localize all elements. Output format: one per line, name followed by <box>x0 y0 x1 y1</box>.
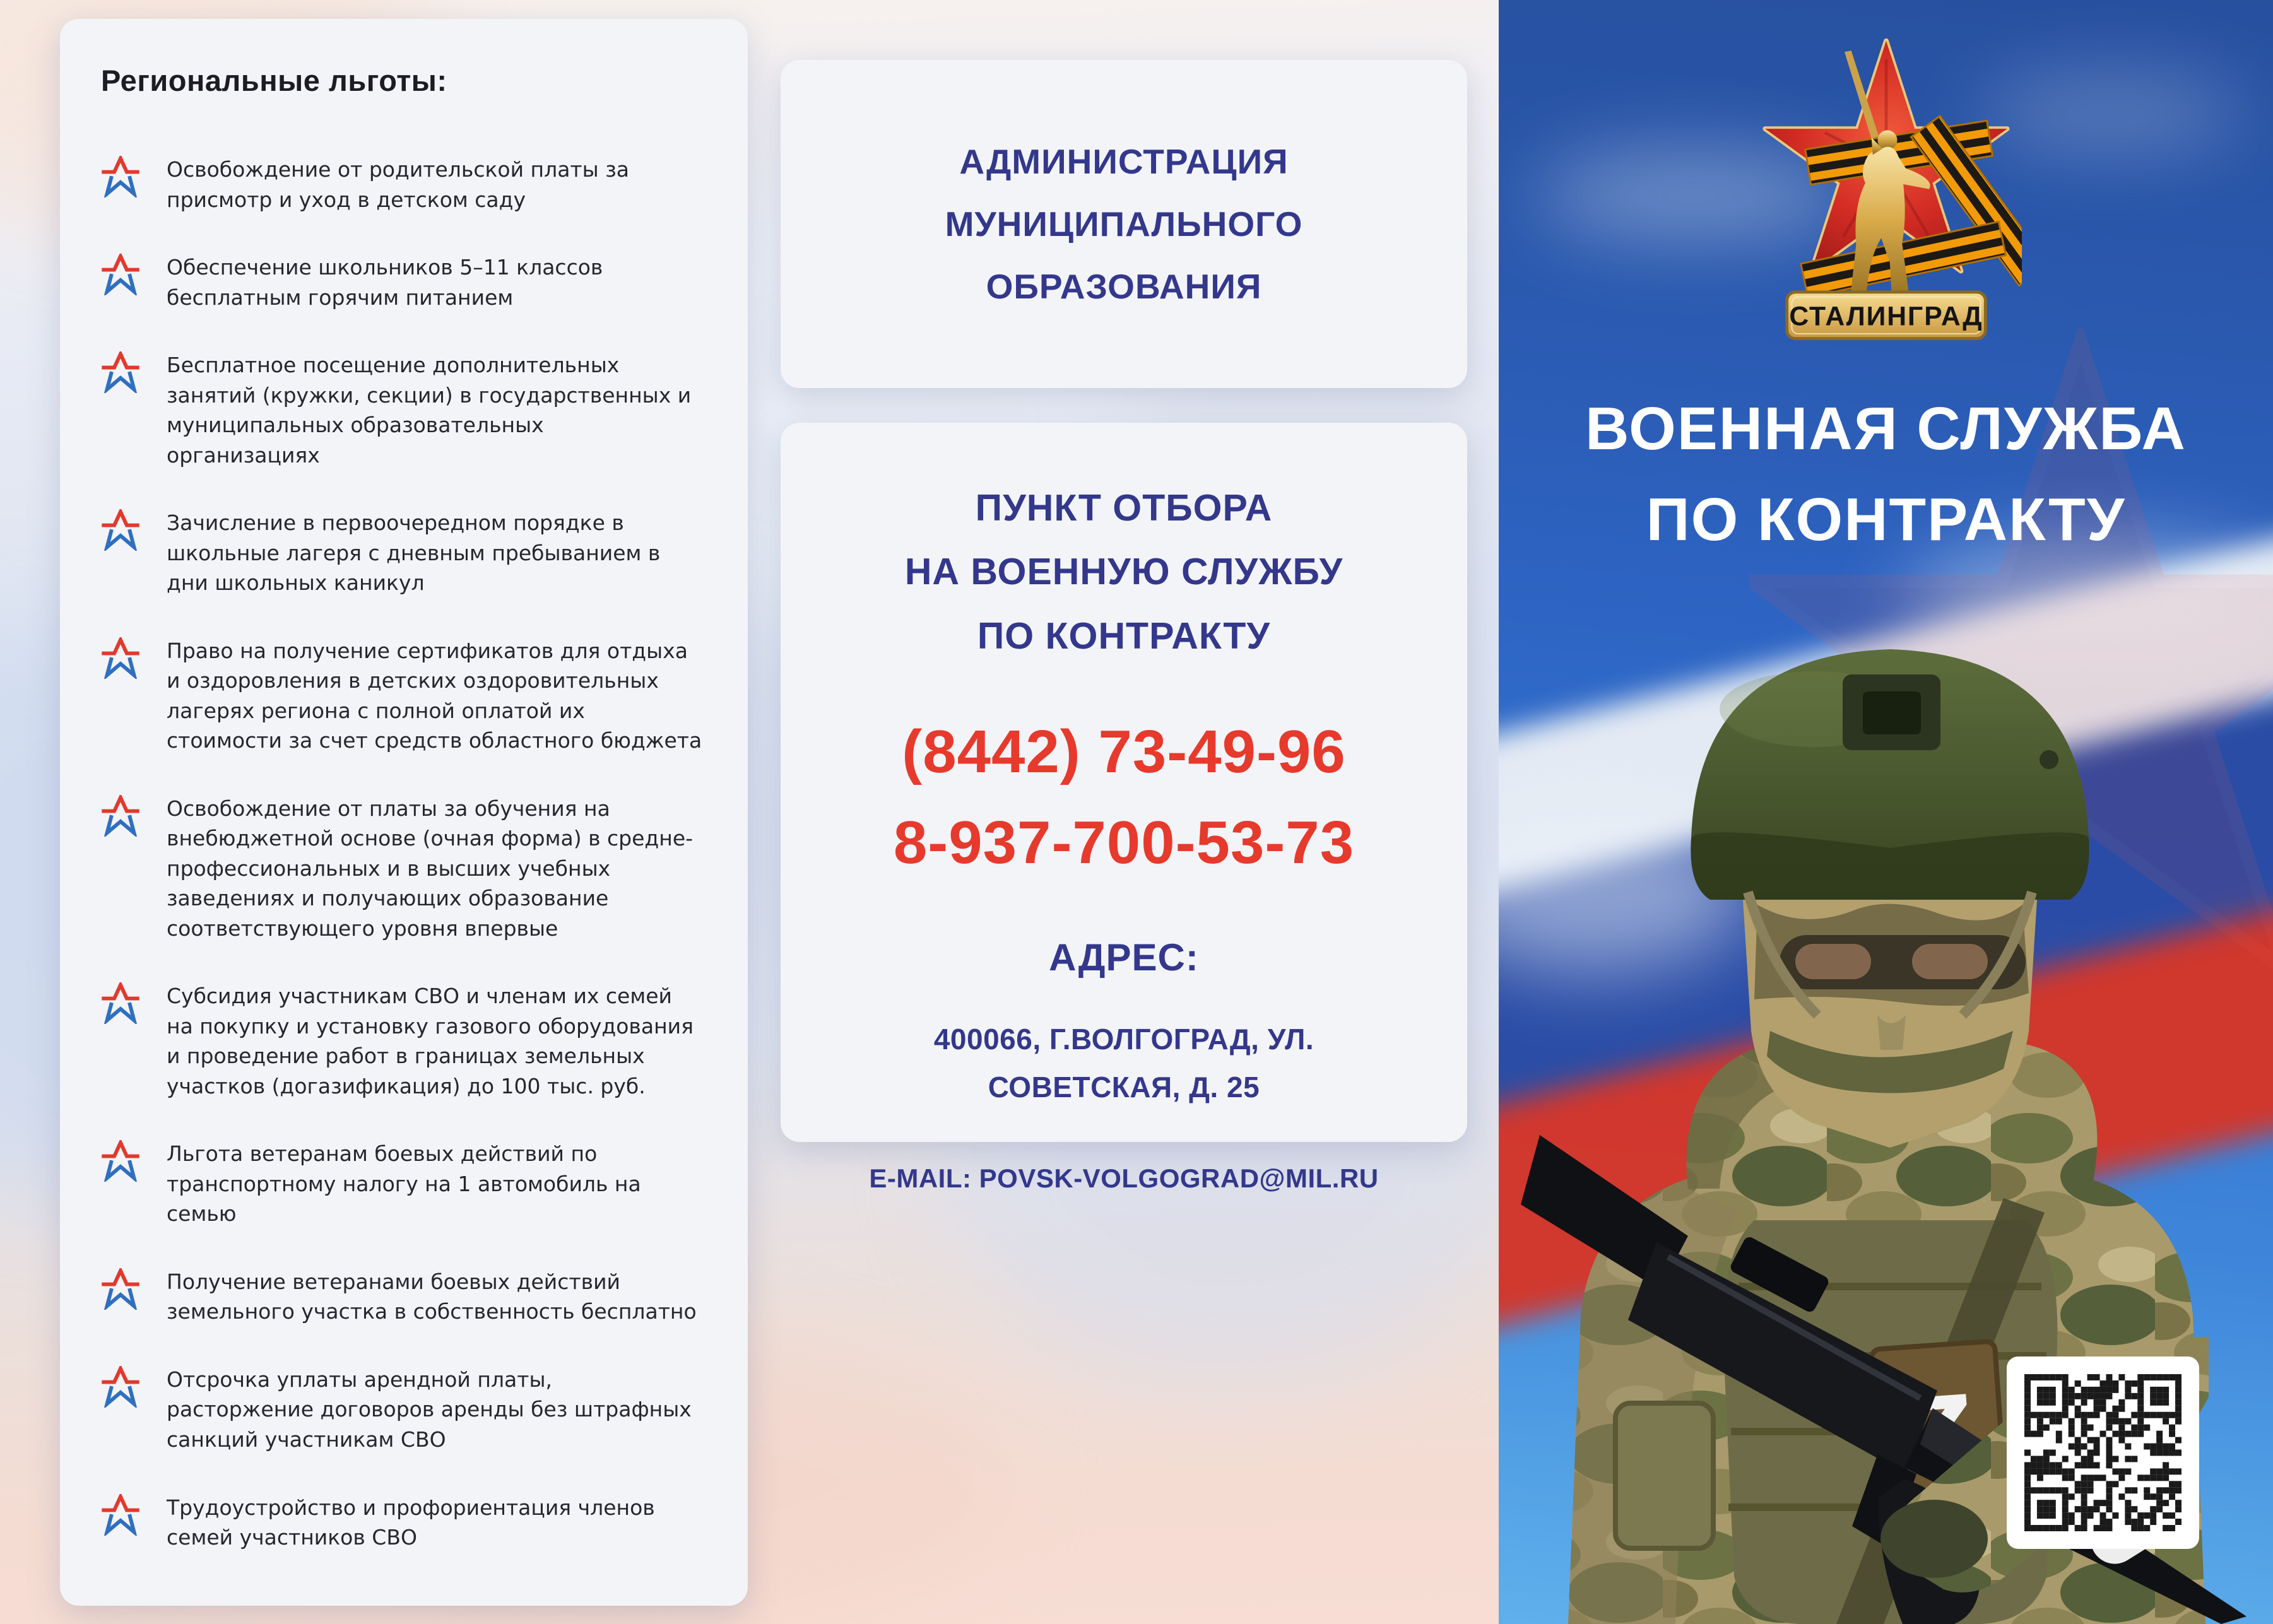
army-star-icon <box>100 1140 141 1182</box>
recruiting-point-line: ПО КОНТРАКТУ <box>977 615 1271 657</box>
list-item <box>95 981 716 1101</box>
army-star-icon <box>100 795 141 837</box>
emblem-banner-text: СТАЛИНГРАД <box>1788 301 1983 332</box>
list-item <box>95 1365 716 1455</box>
benefits-card <box>60 19 748 1606</box>
list-item <box>95 350 716 470</box>
benefit-text: Бесплатное посещение дополнительных занятий (кружки, секции) в государственных и муниципальных образовательных организациях <box>167 353 692 468</box>
army-star-icon <box>100 637 141 679</box>
benefit-text: Обеспечение школьников 5–11 классов бесплатным горячим питанием <box>167 255 603 310</box>
benefit-text: Субсидия участникам СВО и членам их семей на покупку и установку газового оборудования и проведение работ в границах земельных участков (догазификация) до 100 тыс. руб. <box>167 984 694 1098</box>
administration-line: МУНИЦИПАЛЬНОГО <box>945 204 1303 244</box>
administration-line: АДМИНИСТРАЦИЯ <box>959 141 1289 181</box>
administration-card <box>781 60 1467 388</box>
army-star-icon <box>100 156 141 197</box>
list-item <box>95 794 716 944</box>
benefits-title: Региональные льготы: <box>101 64 447 97</box>
benefit-text: Получение ветеранами боевых действий земельного участка в собственность бесплатно <box>167 1269 697 1324</box>
address-line: СОВЕТСКАЯ, Д. 25 <box>988 1071 1260 1104</box>
recruiting-point-line: НА ВОЕННУЮ СЛУЖБУ <box>904 551 1343 593</box>
benefits-list <box>95 155 716 1553</box>
benefit-text: Трудоустройство и профориентация членов семей участников СВО <box>167 1495 655 1550</box>
army-star-icon <box>100 351 141 393</box>
army-star-icon <box>100 1494 141 1536</box>
benefit-text: Зачисление в первоочередном порядке в школьные лагеря с дневным пребыванием в дни школьных каникул <box>167 510 661 596</box>
cover-title-line: ВОЕННАЯ СЛУЖБА <box>1585 395 2187 462</box>
benefit-text: Отсрочка уплаты арендной платы, расторжение договоров аренды без штрафных санкций участникам СВО <box>167 1367 692 1452</box>
list-item <box>95 155 716 215</box>
qr-code <box>2024 1374 2181 1531</box>
stalingrad-emblem <box>1751 35 2022 353</box>
benefit-text: Освобождение от платы за обучения на внебюджетной основе (очная форма) в средне-профессиональных и в высших учебных заведениях и получающих образование соответствующего уровня впервые <box>167 796 694 941</box>
email-address: E-MAIL: POVSK-VOLGOGRAD@MIL.RU <box>869 1163 1379 1194</box>
army-star-icon <box>100 982 141 1024</box>
list-item <box>95 252 716 312</box>
contact-card <box>781 423 1467 1194</box>
list-item <box>95 1493 716 1553</box>
list-item <box>95 1267 716 1327</box>
benefit-text: Освобождение от родительской платы за присмотр и уход в детском саду <box>167 157 629 212</box>
phone-number-landline: (8442) 73-49-96 <box>902 718 1346 786</box>
list-item <box>95 508 716 598</box>
benefit-text: Льгота ветеранам боевых действий по транспортному налогу на 1 автомобиль на семью <box>167 1141 641 1227</box>
cover-panel <box>1499 0 2273 1624</box>
qr-card <box>2007 1356 2199 1549</box>
cover-title-line: ПО КОНТРАКТУ <box>1646 486 2126 553</box>
address-label: АДРЕС: <box>1049 936 1199 979</box>
phone-number-mobile: 8-937-700-53-73 <box>893 809 1355 877</box>
benefit-text: Право на получение сертификатов для отдыха и оздоровления в детских оздоровительных лагерях региона с полной оплатой их стоимости за счет средств областного бюджета <box>167 638 702 753</box>
list-item <box>95 636 716 756</box>
army-star-icon <box>100 1268 141 1310</box>
list-item <box>95 1139 716 1229</box>
cover-title <box>1499 384 2273 565</box>
army-star-icon <box>100 254 141 295</box>
recruiting-point-line: ПУНКТ ОТБОРА <box>975 487 1273 529</box>
administration-line: ОБРАЗОВАНИЯ <box>986 266 1262 306</box>
address-line: 400066, Г.ВОЛГОГРАД, УЛ. <box>933 1023 1314 1056</box>
army-star-icon <box>100 1366 141 1408</box>
army-star-icon <box>100 509 141 551</box>
